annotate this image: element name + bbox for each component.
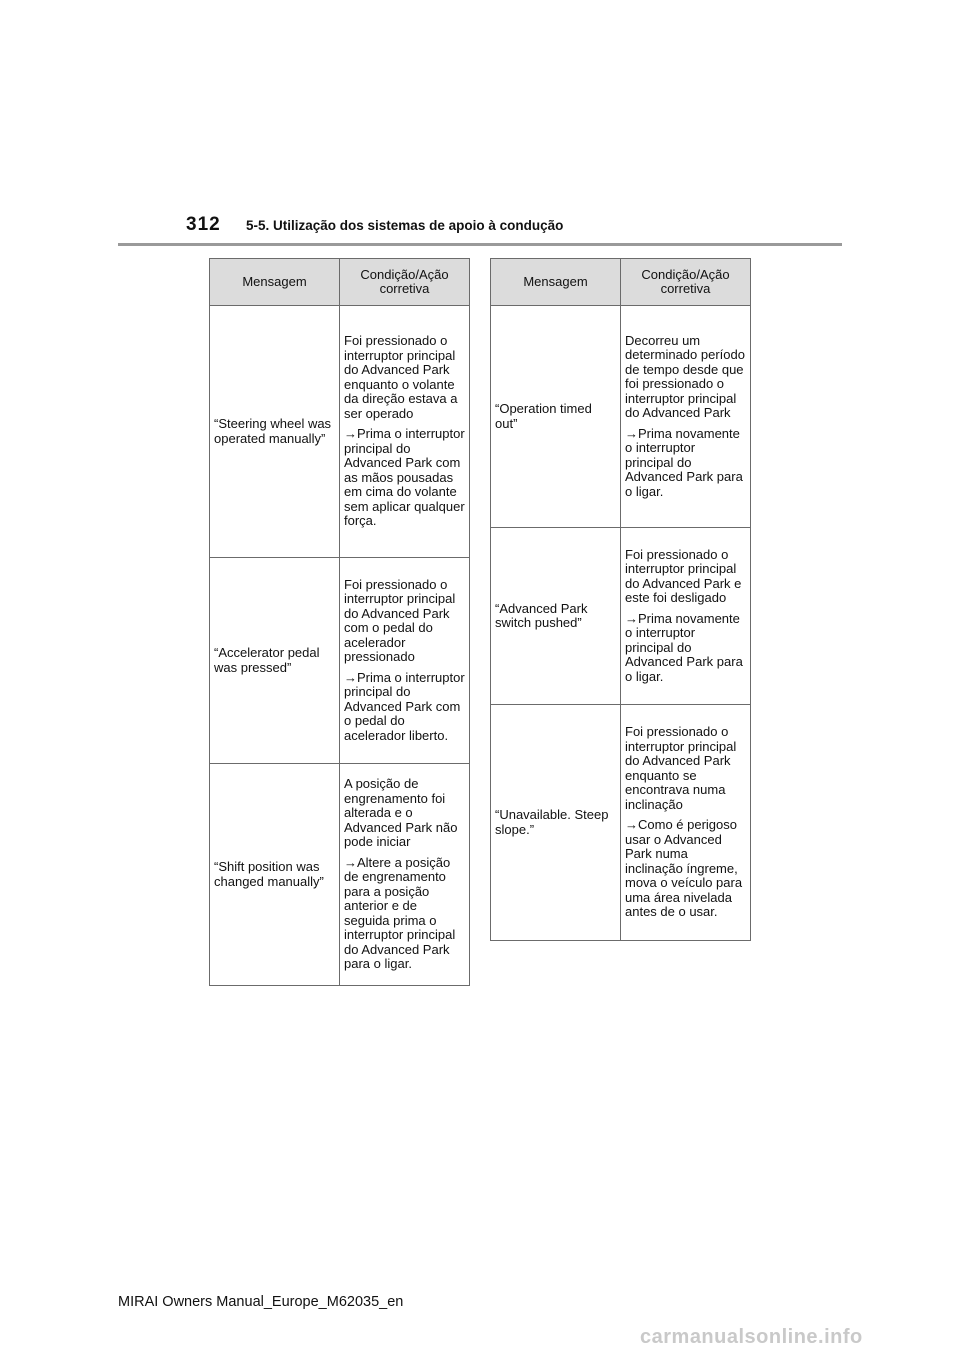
action-text: →Prima o interruptor principal do Advanced Park com as mãos pousadas em cima do volante sem aplicar qualquer força. [344,426,465,529]
section-title: 5-5. Utilização dos sistemas de apoio à condução [246,218,564,233]
table-row [491,306,751,528]
condition-cell [340,306,470,558]
condition-cell [340,558,470,764]
table-row [491,528,751,705]
header-condition: Condição/Ação corretiva [340,259,470,306]
message-cell: “Accelerator pedal was pressed” [210,558,340,764]
table-row [210,306,470,558]
action-text: →Prima novamente o interruptor principal do Advanced Park para o ligar. [625,425,743,499]
header-divider [118,243,842,246]
messages-table-left [209,258,470,986]
table-row [491,705,751,941]
table-header-row [491,259,751,306]
message-cell: “Advanced Park switch pushed” [491,528,621,705]
header-message: Mensagem [210,259,340,306]
message-cell: “Operation timed out” [491,306,621,528]
action-text: →Prima o interruptor principal do Advanced Park com o pedal do acelerador liberto. [344,669,465,743]
action-text: →Altere a posição de engrenamento para a posição anterior e de seguida prima o interruptor principal do Advanced Park para o ligar. [344,854,456,972]
table-row [210,558,470,764]
table-header-row [210,259,470,306]
condition-text: Foi pressionado o interruptor principal do Advanced Park com o pedal do acelerador pressionado [344,576,456,665]
message-cell: “Shift position was changed manually” [210,764,340,986]
condition-cell [340,764,470,986]
condition-text: Foi pressionado o interruptor principal do Advanced Park e este foi desligado [625,546,742,606]
condition-text: Foi pressionado o interruptor principal do Advanced Park enquanto se encontrava numa inclinação [625,724,737,812]
page-number: 312 [186,214,221,235]
footer-manual-name: MIRAI Owners Manual_Europe_M62035_en [118,1294,404,1310]
message-cell: “Steering wheel was operated manually” [210,306,340,558]
condition-cell [621,528,751,705]
messages-table-right [490,258,751,941]
message-cell: “Unavailable. Steep slope.” [491,705,621,941]
action-text: →Prima novamente o interruptor principal do Advanced Park para o ligar. [625,610,743,684]
watermark: carmanualsonline.info [640,1326,863,1348]
condition-cell [621,705,751,941]
condition-text: Foi pressionado o interruptor principal do Advanced Park enquanto o volante da direção estava a ser operado [344,333,458,421]
header-message: Mensagem [491,259,621,306]
condition-text: A posição de engrenamento foi alterada e o Advanced Park não pode iniciar [344,776,458,850]
condition-text: Decorreu um determinado período de tempo desde que foi pressionado o interruptor principal do Advanced Park [625,332,745,421]
table-row [210,764,470,986]
header-condition: Condição/Ação corretiva [621,259,751,306]
condition-cell [621,306,751,528]
action-text: →Como é perigoso usar o Advanced Park numa inclinação íngreme, mova o veículo para uma área nivelada antes de o usar. [625,817,743,920]
